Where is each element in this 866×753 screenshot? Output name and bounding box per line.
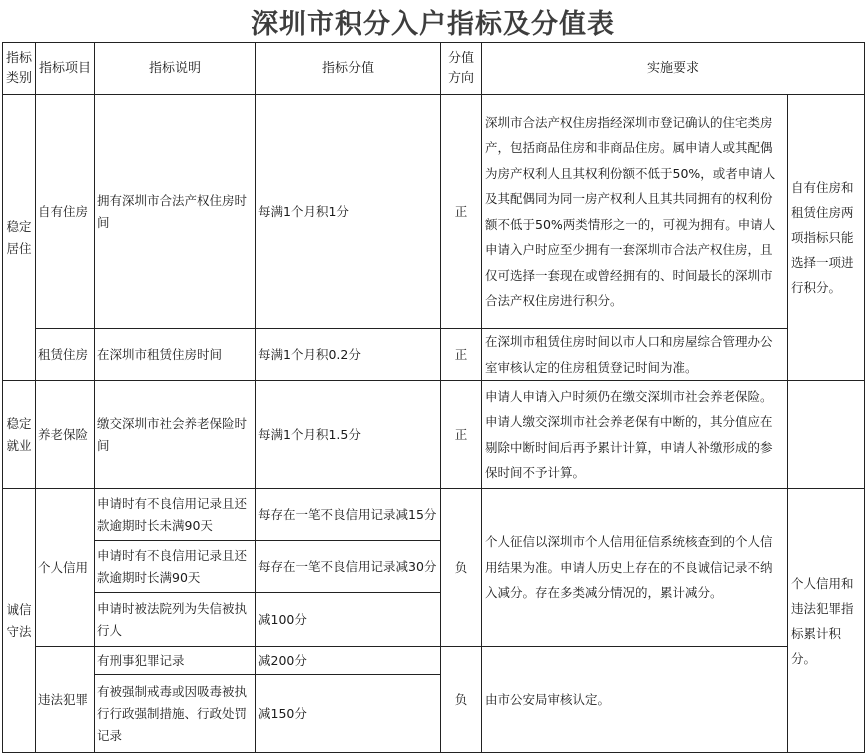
category-stable-residence: 稳定居住	[3, 95, 36, 381]
description-own-housing: 拥有深圳市合法产权住房时间	[95, 95, 256, 329]
description-rental-housing: 在深圳市租赁住房时间	[95, 329, 256, 381]
header-item: 指标项目	[36, 43, 95, 95]
direction-rental-housing: 正	[441, 329, 482, 381]
score-pension: 每满1个月积1.5分	[256, 381, 441, 489]
direction-personal-credit: 负	[441, 489, 482, 647]
description-crime-2: 有被强制戒毒或因吸毒被执行行政强制措施、行政处罚记录	[95, 675, 256, 753]
score-credit-2: 每存在一笔不良信用记录减30分	[256, 541, 441, 593]
integrity-note: 个人信用和违法犯罪指标累计积分。	[788, 489, 865, 753]
description-credit-1: 申请时有不良信用记录且还款逾期时长未满90天	[95, 489, 256, 541]
empty-note-cell	[788, 381, 865, 489]
direction-crime: 负	[441, 647, 482, 753]
item-own-housing: 自有住房	[36, 95, 95, 329]
points-table	[2, 42, 865, 753]
item-crime: 违法犯罪	[36, 647, 95, 753]
requirement-crime: 由市公安局审核认定。	[482, 647, 788, 753]
score-credit-1: 每存在一笔不良信用记录减15分	[256, 489, 441, 541]
item-personal-credit: 个人信用	[36, 489, 95, 647]
item-rental-housing: 租赁住房	[36, 329, 95, 381]
header-category: 指标类别	[3, 43, 36, 95]
page-title: 深圳市积分入户指标及分值表	[251, 8, 615, 40]
score-rental-housing: 每满1个月积0.2分	[256, 329, 441, 381]
score-crime-1: 减200分	[256, 647, 441, 675]
description-credit-2: 申请时有不良信用记录且还款逾期时长满90天	[95, 541, 256, 593]
requirement-own-housing: 深圳市合法产权住房指经深圳市登记确认的住宅类房产，包括商品住房和非商品住房。属申请人或其配偶为房产权利人且其权利份额不低于50%，或者申请人及其配偶同为同一房产权利人且其共同拥有的权利份额不低于50%两类情形之一的，可视为拥有。申请人申请入户时应至少拥有一套深圳市合法产权住房，且仅可选择一套现在或曾经拥有的、时间最长的深圳市合法产权住房进行积分。	[482, 95, 788, 329]
table-row	[3, 95, 865, 329]
requirement-personal-credit: 个人征信以深圳市个人信用征信系统核查到的个人信用结果为准。申请人历史上存在的不良诚信记录不纳入减分。存在多类减分情况的，累计减分。	[482, 489, 788, 647]
description-crime-1: 有刑事犯罪记录	[95, 647, 256, 675]
header-direction: 分值方向	[441, 43, 482, 95]
table-row	[3, 381, 865, 489]
housing-note: 自有住房和租赁住房两项指标只能选择一项进行积分。	[788, 95, 865, 381]
header-description: 指标说明	[95, 43, 256, 95]
score-credit-3: 减100分	[256, 593, 441, 647]
score-own-housing: 每满1个月积1分	[256, 95, 441, 329]
category-integrity: 诚信守法	[3, 489, 36, 753]
direction-pension: 正	[441, 381, 482, 489]
requirement-pension: 申请人申请入户时须仍在缴交深圳市社会养老保险。申请人缴交深圳市社会养老保有中断的，其分值应在剔除中断时间后再予累计计算，申请人补缴形成的参保时间不予计算。	[482, 381, 788, 489]
description-credit-3: 申请时被法院列为失信被执行人	[95, 593, 256, 647]
table-row	[3, 489, 865, 541]
header-requirement: 实施要求	[482, 43, 865, 95]
description-pension: 缴交深圳市社会养老保险时间	[95, 381, 256, 489]
table-row	[3, 647, 865, 675]
direction-own-housing: 正	[441, 95, 482, 329]
header-row	[3, 43, 865, 95]
category-stable-employment: 稳定就业	[3, 381, 36, 489]
requirement-rental-housing: 在深圳市租赁住房时间以市人口和房屋综合管理办公室审核认定的住房租赁登记时间为准。	[482, 329, 788, 381]
score-crime-2: 减150分	[256, 675, 441, 753]
header-score: 指标分值	[256, 43, 441, 95]
item-pension: 养老保险	[36, 381, 95, 489]
table-row	[3, 329, 865, 381]
